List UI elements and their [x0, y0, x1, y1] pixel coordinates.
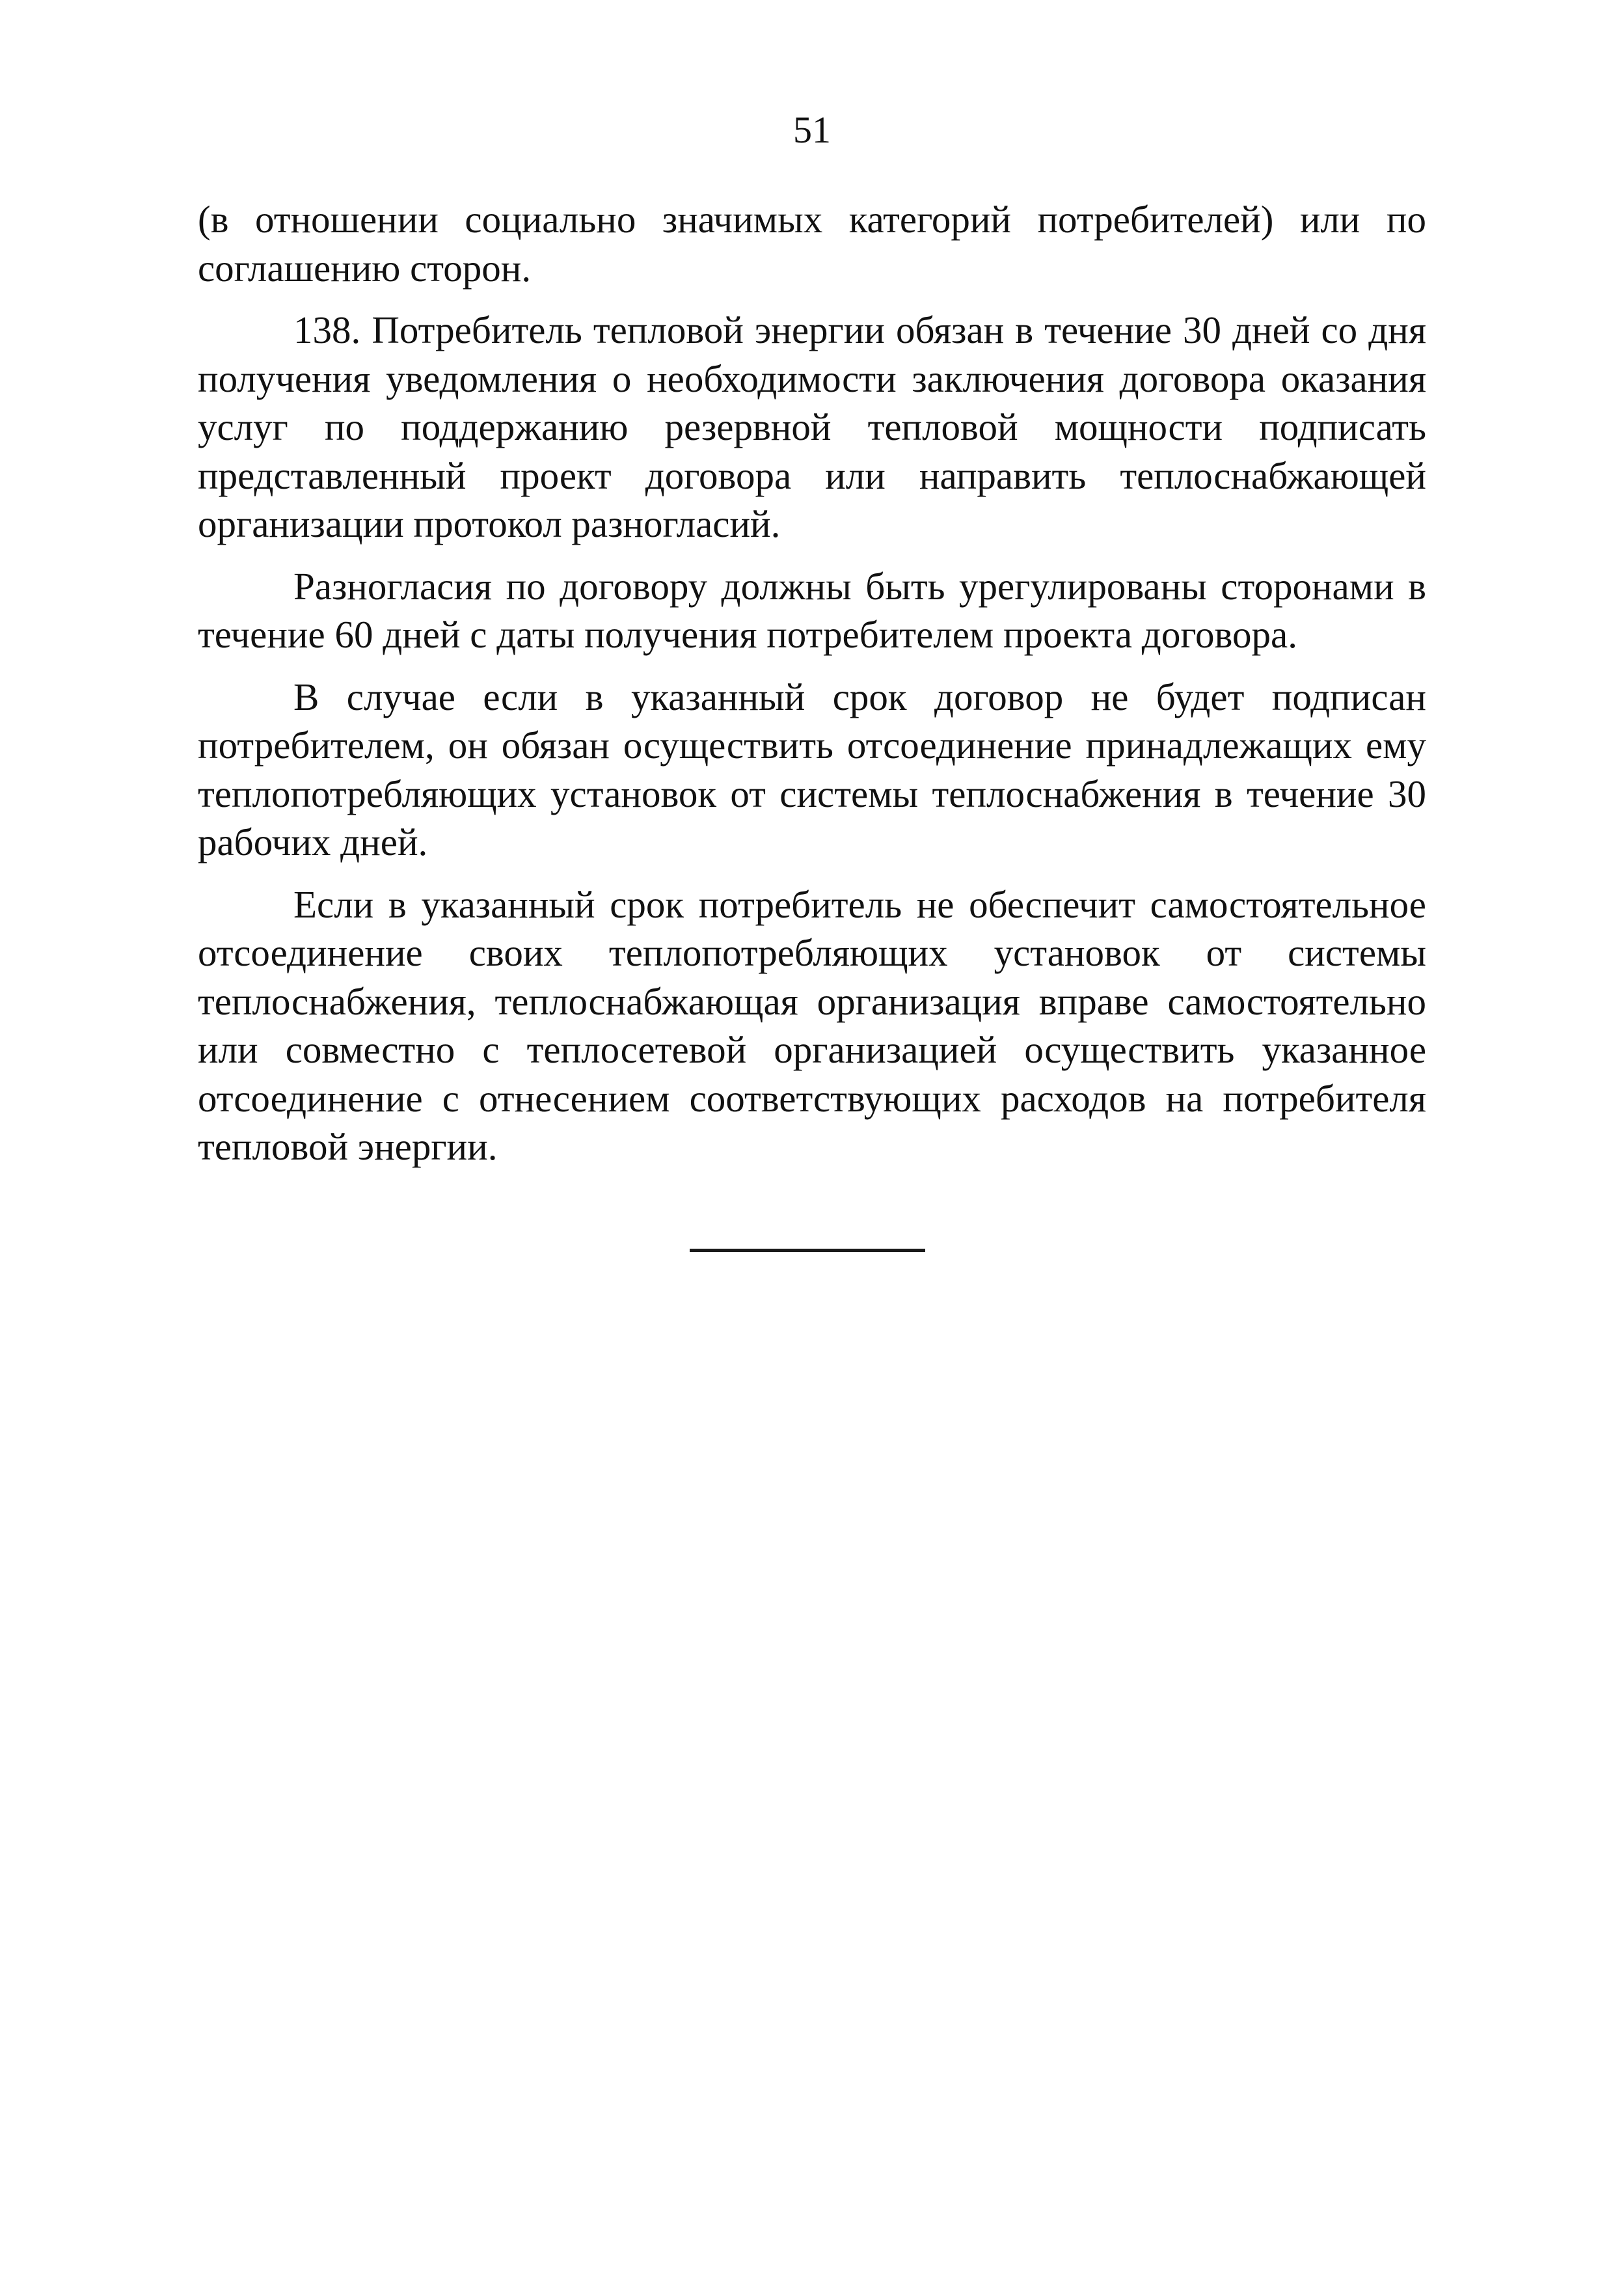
page-number: 51 [793, 109, 831, 151]
paragraph-continuation: (в отношении социально значимых категорий потребителей) или по соглашению сторон. [198, 198, 1426, 290]
paragraph-forced-disconnection: Если в указанный срок потребитель не обеспечит самостоятельное отсоединение своих теплопотребляющих установок от системы теплоснабжения, теплоснабжающая организация вправе самостоятельно или совместно с теплосетевой организацией осуществить указанное отсоединение с отнесением соответствующих расходов на потребителя тепловой энергии. [198, 882, 1426, 1168]
paragraph-disconnection-obligation: В случае если в указанный срок договор не будет подписан потребителем, он обязан осуществить отсоединение принадлежащих ему теплопотребляющих установок от системы теплоснабжения в течение 30 рабочих дней. [198, 675, 1426, 863]
end-divider-line [690, 1249, 925, 1252]
paragraph-disagreements: Разногласия по договору должны быть урегулированы сторонами в течение 60 дней с даты получения потребителем проекта договора. [198, 564, 1426, 656]
paragraph-clause-138: 138. Потребитель тепловой энергии обязан в течение 30 дней со дня получения уведомления о необходимости заключения договора оказания услуг по поддержанию резервной тепловой мощности подписать представленный проект договора или направить теплоснабжающей организации протокол разногласий. [198, 308, 1426, 545]
document-body [198, 195, 1426, 1185]
